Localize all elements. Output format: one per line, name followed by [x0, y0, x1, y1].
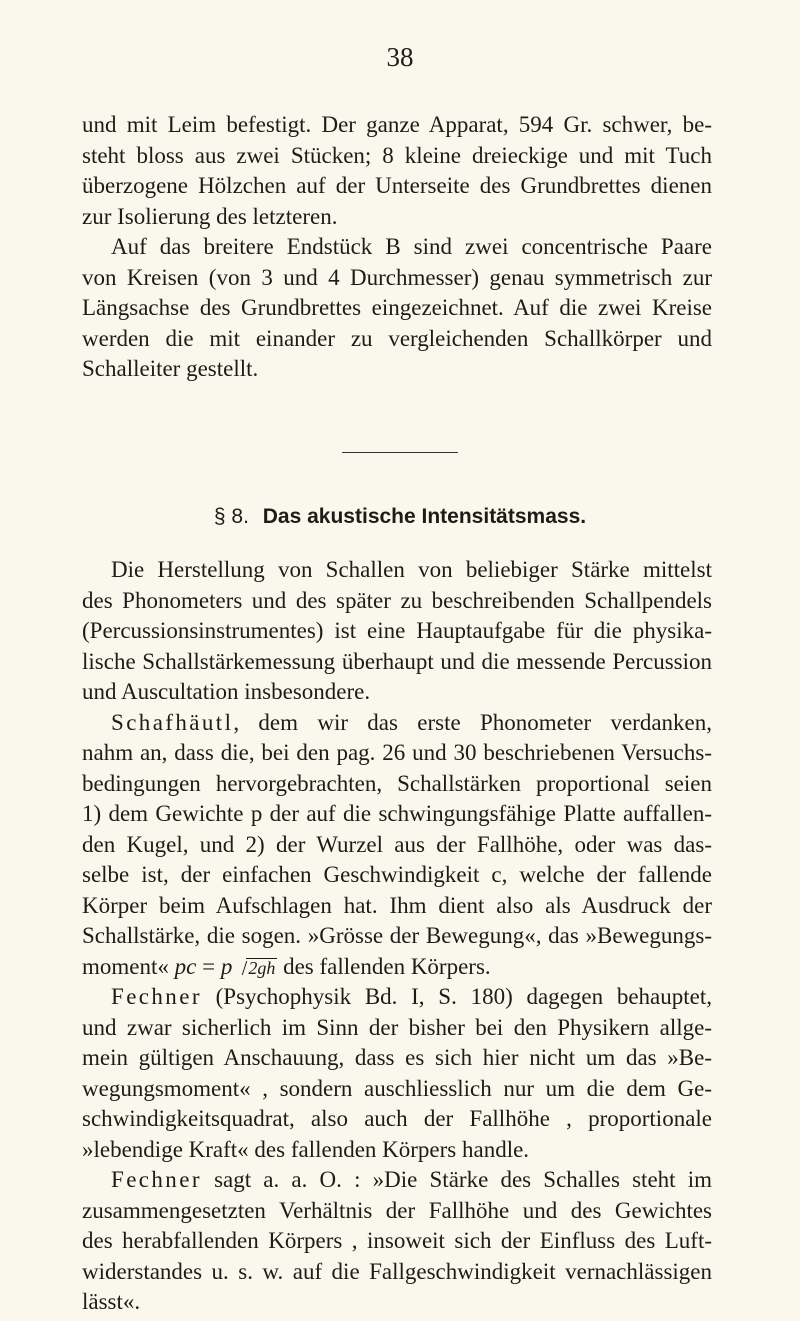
paragraph-4-first-line-rest: , dem wir das erste Phonometer verdanken, [233, 709, 712, 735]
paragraph-2-line: Längsachse des Grundbrettes eingezeichnet. Auf die zwei Kreise [82, 295, 712, 320]
formula-square-root: 2gh [248, 957, 276, 978]
formula-equals: = [196, 953, 221, 979]
paragraph-4-line [82, 708, 712, 739]
page-number: 38 [386, 42, 414, 72]
paragraph-6-line: des herabfallenden Körpers , insoweit sich der Einfluss des Luft- [82, 1228, 712, 1253]
paragraph-3-line: lische Schallstärkemessung überhaupt und die messende Percussion [82, 648, 712, 674]
paragraph-4-line: 1) dem Gewichte p der auf die schwingungsfähige Platte auffallen- [82, 801, 712, 826]
paragraph-3-line: Die Herstellung von Schallen von beliebiger Stärke mittelst [111, 557, 712, 582]
paragraph-6-line [82, 1165, 712, 1196]
paragraph-6-line: lässt«. [82, 1289, 141, 1314]
author-name-fechner: Fechner [111, 1167, 202, 1192]
paragraph-6-line: zusammengesetzten Verhältnis der Fallhöhe und des Gewichtes [82, 1197, 712, 1223]
paragraph-2-line: Schalleiter gestellt. [82, 356, 259, 381]
paragraph-5-line: schwindigkeitsquadrat, also auch der Fallhöhe , proportionale [82, 1106, 712, 1131]
text-block-top [82, 110, 712, 385]
paragraph-4-line: den Kugel, und 2) der Wurzel aus der Fallhöhe, oder was das- [82, 831, 712, 857]
paragraph-4-line: nahm an, dass die, bei den pag. 26 und 30 beschriebenen Versuchs- [82, 740, 712, 765]
paragraph-2 [82, 232, 712, 385]
paragraph-4-line: bedingungen hervorgebrachten, Schallstärken proportional seien [82, 770, 712, 796]
paragraph-5-line: »lebendige Kraft« des fallenden Körpers handle. [82, 1136, 530, 1162]
paragraph-5-line: wegungsmoment« , sondern auschliesslich nur um die dem Ge- [82, 1075, 712, 1101]
paragraph-5-first-line-rest: (Psychophysik Bd. I, S. 180) dagegen behauptet, [201, 984, 712, 1009]
paragraph-6-first-line-rest: sagt a. a. O. : »Die Stärke des Schalles steht im [201, 1167, 712, 1192]
paragraph-5 [82, 982, 712, 1165]
paragraph-3-line: des Phonometers und des später zu beschreibenden Schallpendels [82, 587, 712, 613]
paragraph-6 [82, 1165, 712, 1318]
formula-prefix: moment« [82, 953, 175, 979]
paragraph-2-line: von Kreisen (von 3 und 4 Durchmesser) genau symmetrisch zur [82, 264, 712, 290]
paragraph-4 [82, 708, 712, 983]
author-name-schafhaeutl: Schafhäutl [111, 709, 234, 735]
paragraph-4-line: Körper beim Aufschlagen hat. Ihm dient also als Ausdruck der [82, 892, 712, 918]
paragraph-5-line: und zwar sicherlich im Sinn der bisher bei den Physikern allge- [82, 1014, 712, 1040]
paragraph-4-line: selbe ist, der einfachen Geschwindigkeit c, welche der fallende [82, 862, 712, 887]
paragraph-1-line: überzogene Hölzchen auf der Unterseite des Grundbrettes dienen [82, 173, 712, 198]
paragraph-4-line: Schallstärke, die sogen. »Grösse der Bewegung«, das »Bewegungs- [82, 923, 712, 948]
section-number: § 8. [213, 505, 249, 528]
paragraph-2-line: werden die mit einander zu vergleichenden Schallkörper und [82, 325, 712, 351]
paragraph-6-line: widerstandes u. s. w. auf die Fallgeschwindigkeit vernachlässigen [82, 1258, 712, 1284]
section-title: Das akustische Intensitätsmass. [262, 505, 587, 528]
paragraph-3 [82, 555, 712, 708]
paragraph-1 [82, 110, 712, 232]
text-block-bottom [82, 555, 712, 1318]
paragraph-3-line: (Percussionsinstrumentes) ist eine Hauptaufgabe für die physika- [82, 618, 712, 643]
paragraph-1-line: und mit Leim befestigt. Der ganze Apparat, 594 Gr. schwer, be- [82, 112, 712, 137]
paragraph-5-line: mein gültigen Anschauung, dass es sich hier nicht um das »Be- [82, 1045, 712, 1070]
formula-suffix: des fallenden Körpers. [277, 953, 491, 979]
formula-p: p [220, 953, 233, 979]
paragraph-3-line: und Auscultation insbesondere. [82, 679, 371, 704]
paragraph-1-line: steht bloss aus zwei Stücken; 8 kleine dreieckige und mit Tuch [82, 142, 712, 168]
paragraph-5-line [82, 982, 712, 1013]
section-heading [0, 503, 800, 531]
paragraph-1-line: zur Isolierung des letzteren. [82, 203, 338, 229]
section-separator-rule [342, 452, 458, 453]
formula-line [82, 952, 712, 983]
author-name-fechner: Fechner [111, 984, 202, 1009]
formula-lhs: pc [174, 953, 197, 979]
paragraph-2-line: Auf das breitere Endstück B sind zwei concentrische Paare [111, 234, 712, 259]
